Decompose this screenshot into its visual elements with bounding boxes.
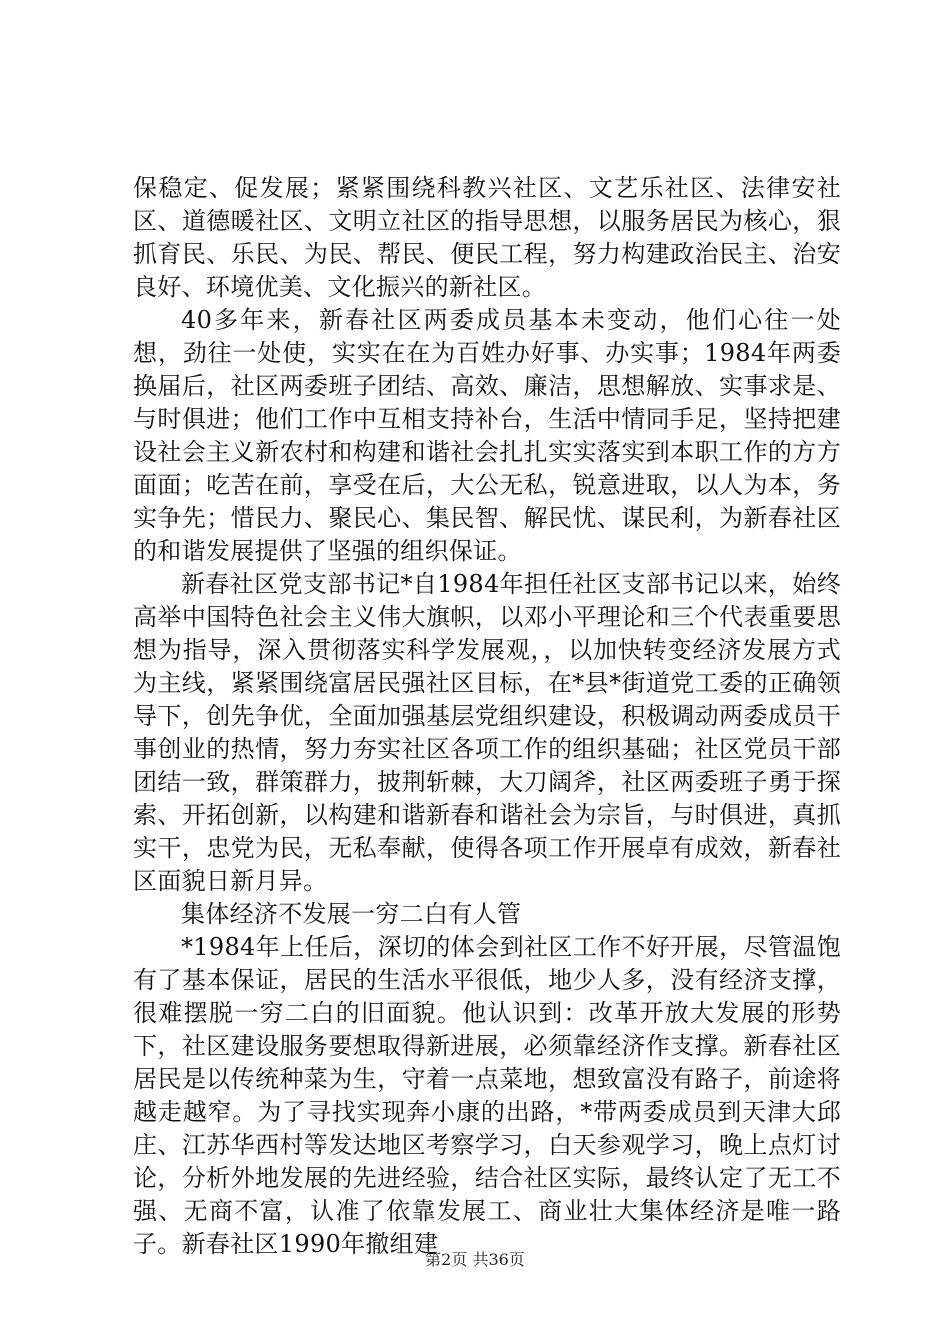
- paragraph-1: 保稳定、促发展；紧紧围绕科教兴社区、文艺乐社区、法律安社区、道德暖社区、文明立社区的指导思想，以服务居民为核心，狠抓育民、乐民、为民、帮民、便民工程，努力构建政治民主、治安良好、环境优美、文化振兴的新社区。: [133, 174, 841, 301]
- paragraph-5: *1984年上任后，深切的体会到社区工作不好开展，尽管温饱有了基本保证，居民的生活水平很低，地少人多，没有经济支撑，很难摆脱一穷二白的旧面貌。他认识到：改革开放大发展的形势下，社区建设服务要想取得新进展，必须靠经济作支撑。新春社区居民是以传统种菜为生，守着一点菜地，想致富没有路子，前途将越走越窄。为了寻找实现奔小康的出路，*带两委成员到天津大邱庄、江苏华西村等发达地区考察学习，白天参观学习，晚上点灯讨论，分析外地发展的先进经验，结合社区实际，最终认定了无工不强、无商不富，认准了依靠发展工、商业壮大集体经济是唯一路子。新春社区1990年撤组建: [133, 933, 841, 1258]
- page-number-footer: 第2页 共36页: [425, 1250, 525, 1269]
- paragraph-3: 新春社区党支部书记*自1984年担任社区支部书记以来，始终高举中国特色社会主义伟大旗帜，以邓小平理论和三个代表重要思想为指导，深入贯彻落实科学发展观，，以加快转变经济发展方式为主线，紧紧围绕富居民强社区目标，在*县*街道党工委的正确领导下，创先争优，全面加强基层党组织建设，积极调动两委成员干事创业的热情，努力夯实社区各项工作的组织基础；社区党员干部团结一致，群策群力，披荆斩棘，大刀阔斧，社区两委班子勇于探索、开拓创新，以构建和谐新春和谐社会为宗旨，与时俱进，真抓实干，忠党为民，无私奉献，使得各项工作开展卓有成效，新春社区面貌日新月异。: [133, 570, 841, 895]
- paragraph-2: 40多年来，新春社区两委成员基本未变动，他们心往一处想，劲往一处使，实实在在为百姓办好事、办实事；1984年两委换届后，社区两委班子团结、高效、廉洁，思想解放、实事求是、与时俱进；他们工作中互相支持补台，生活中情同手足，坚持把建设社会主义新农村和构建和谐社会扎扎实实落实到本职工作的方方面面；吃苦在前，享受在后，大公无私，锐意进取，以人为本，务实争先；惜民力、聚民心、集民智、解民忧、谋民利，为新春社区的和谐发展提供了坚强的组织保证。: [133, 306, 841, 565]
- document-body: [133, 172, 841, 1261]
- section-heading: 集体经济不发展一穷二白有人管: [181, 900, 522, 928]
